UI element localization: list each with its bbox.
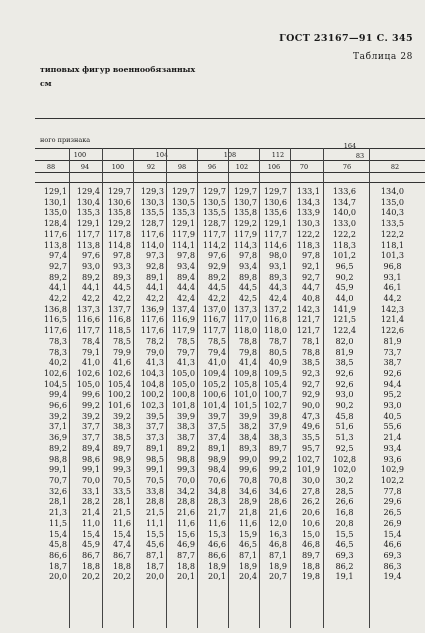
data-column-98: 129,7 130,5 135,3 129,1 117,9 114,1 97,8 93,4 89,4 44,4 42,4 137,4 116,9 117,9 78,5 79,7 41,3 105,0 105,0 100,8 101,8 39,9 38,3 38,7 89,2 98,8 99,3 70,0 34,2 28,8 21,6 11,6 15,6 46,9 87,7 18,8 20,1 xyxy=(171,186,195,582)
col-header-82: 82 xyxy=(390,163,400,171)
header-rule-sub xyxy=(35,172,425,173)
data-column-102: 129,7 130,7 135,8 129,2 117,9 114,3 97,8 93,4 89,8 44,5 42,5 137,3 117,0 118,0 78,8 79,8 41,4 109,8 105,8 101,0 101,5 39,9 38,2 38,4 89,3 99,0 99,6 70,8 34,6 28,9 21,8 11,6 15,9 46,5 87,1 18,9 20,4 xyxy=(233,186,257,582)
column-rule xyxy=(323,148,324,628)
header-rule-mid xyxy=(35,160,425,161)
data-column-92: 129,3 130,3 135,5 128,7 117,6 114,0 97,3 92,8 89,1 44,1 42,2 136,9 117,6 117,6 78,2 79,0 41,3 104,3 104,8 100,2 102,3 39,5 37,7 37,3 89,1 98,5 99,1 70,5 33,8 28,8 21,5 11,1 15,5 45,6 87,1 18,7 20,0 xyxy=(140,186,164,582)
data-column-94: 129,4 130,4 135,3 129,1 117,7 113,8 97,6 93,0 89,2 44,1 42,2 137,3 116,6 117,7 78,4 79,1 41,0 102,6 105,0 99,6 99,2 39,2 37,7 37,7 89,4 98,6 99,1 70,0 33,1 28,2 21,4 11,0 15,4 45,9 86,7 18,8 20,2 xyxy=(76,186,100,582)
data-column-100: 129,7 130,6 135,8 129,2 117,8 114,8 97,8 93,3 89,3 44,5 42,2 137,7 116,8 118,5 78,5 79,9 41,6 102,6 105,4 100,2 101,6 39,2 38,3 38,5 89,7 98,9 99,3 70,5 33,5 28,1 21,5 11,6 15,4 47,4 86,7 18,8 20,2 xyxy=(107,186,131,582)
col-header-96: 96 xyxy=(207,163,217,171)
table-subheading: ного признака xyxy=(40,136,91,144)
data-column-70: 133,1 134,3 133,9 130,3 122,2 118,3 97,8 92,1 92,7 44,7 40,8 142,3 121,7 121,7 78,1 78,8 38,5 92,3 92,7 92,9 90,0 47,3 49,6 35,5 95,7 102,7 101,9 30,0 27,8 26,2 20,6 10,6 15,0 46,8 89,7 18,8 19,8 xyxy=(296,186,320,582)
data-column-76: 133,6 134,7 140,0 133,0 122,2 118,3 101,2 96,5 90,2 45,9 44,0 141,9 121,5 122,4 82,0 81,9 38,5 92,6 92,6 93,0 90,2 45,8 51,6 51,3 92,5 102,8 102,0 30,2 28,5 26,6 16,8 20,8 15,5 46,5 69,3 86,2 19,1 xyxy=(332,186,357,582)
table-caption: типовых фигур военнообязанных xyxy=(40,65,196,74)
group-label-108: 108 xyxy=(223,151,237,159)
page-header: ГОСТ 23167—91 С. 345 xyxy=(279,33,413,44)
col-header-70: 70 xyxy=(299,163,309,171)
data-column-82: 134,0 135,0 140,3 133,5 122,2 118,1 101,3 96,8 93,1 46,1 44,2 142,3 121,4 122,6 81,9 73,7 38,7 92,6 94,4 95,2 93,0 40,5 55,6 21,4 93,4 93,6 102,9 102,2 77,8 29,6 26,5 26,9 15,4 46,6 69,3 86,3 19,4 xyxy=(380,186,405,582)
group-label-100: 100 xyxy=(73,151,87,159)
col-header-102: 102 xyxy=(235,163,249,171)
data-column-96: 129,7 130,5 135,5 128,7 117,7 114,2 97,6 92,9 89,2 44,5 42,2 137,0 116,7 117,7 78,5 79,4 41,0 109,4 105,2 100,6 101,4 39,7 37,5 37,4 89,1 98,9 98,4 70,6 34,8 28,3 21,7 11,6 15,3 46,6 86,6 18,9 20,1 xyxy=(202,186,226,582)
group-label-104: 104 xyxy=(155,151,169,159)
data-column-88: 129,1 130,1 135,0 128,4 117,6 113,8 97,4 92,7 89,2 44,1 42,2 136,8 116,5 117,6 78,3 78,3 40,2 102,6 104,5 99,4 96,6 39,2 37,1 36,9 89,2 98,8 99,1 70,7 32,6 28,1 21,3 11,5 15,4 45,8 86,6 18,7 20,0 xyxy=(43,186,67,582)
data-column-106: 129,7 130,6 135,6 129,1 117,7 114,6 98,0 93,1 89,3 44,3 42,4 137,2 116,8 118,0 78,7 80,5 40,9 109,5 105,4 100,7 102,7 39,8 37,9 38,3 89,7 99,2 99,2 70,8 34,6 28,6 21,6 12,0 16,3 46,8 87,1 18,9 20,7 xyxy=(263,186,287,582)
col-header-100: 100 xyxy=(111,163,125,171)
header-rule-bottom xyxy=(35,182,425,183)
group-label-164: 164 xyxy=(343,142,357,150)
col-header-94: 94 xyxy=(80,163,90,171)
table-caption-unit: см xyxy=(40,79,52,88)
group-label-112: 112 xyxy=(271,151,285,159)
col-header-76: 76 xyxy=(342,163,352,171)
column-rule xyxy=(133,148,134,628)
group-label-83: 83 xyxy=(355,152,365,160)
header-rule-top xyxy=(35,118,425,119)
column-rule xyxy=(369,148,370,628)
col-header-92: 92 xyxy=(146,163,156,171)
table-number: Таблица 28 xyxy=(353,52,413,62)
col-header-88: 88 xyxy=(46,163,56,171)
col-header-98: 98 xyxy=(177,163,187,171)
col-header-106: 106 xyxy=(267,163,281,171)
